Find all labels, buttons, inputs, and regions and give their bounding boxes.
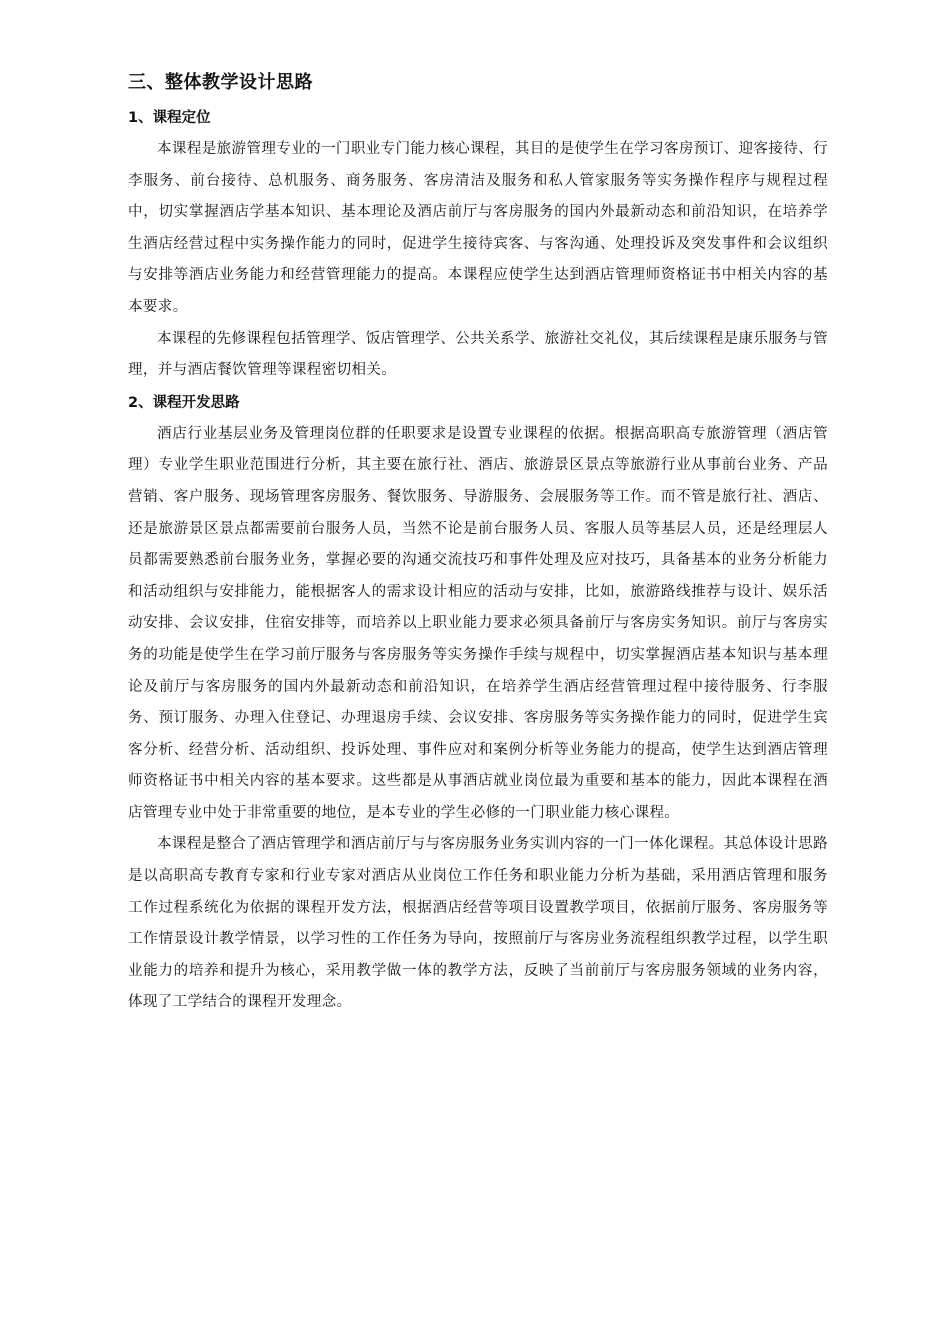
paragraph-course-positioning-1: 本课程是旅游管理专业的一门职业专门能力核心课程，其目的是使学生在学习客房预订、迎客接待、行李服务、前台接待、总机服务、商务服务、客房清洁及服务和私人管家服务等实务操作程序与规程过程中，切实掌握酒店学基本知识、基本理论及酒店前厅与客房服务的国内外最新动态和前沿知识，在培养学生酒店经营过程中实务操作能力的同时，促进学生接待宾客、与客沟通、处理投诉及突发事件和会议组织与安排等酒店业务能力和经营管理能力的提高。本课程应使学生达到酒店管理师资格证书中相关内容的基本要求。 — [128, 141, 828, 315]
paragraph-course-development-2: 本课程是整合了酒店管理学和酒店前厅与与客房服务业务实训内容的一门一体化课程。其总体设计思路是以高职高专教育专家和行业专家对酒店从业岗位工作任务和职业能力分析为基础，采用酒店管理和服务工作过程系统化为依据的课程开发方法，根据酒店经营等项目设置教学项目，依据前厅服务、客房服务等工作情景设计教学情景，以学习性的工作任务为导向，按照前厅与客房业务流程组织教学过程，以学生职业能力的培养和提升为核心，采用教学做一体的教学方法，反映了当前前厅与客房服务领域的业务内容，体现了工学结合的课程开发理念。 — [128, 836, 828, 1011]
subsection-heading-course-development: 2、课程开发思路 — [128, 394, 240, 411]
paragraph-course-development-1: 酒店行业基层业务及管理岗位群的任职要求是设置专业课程的依据。根据高职高专旅游管理（酒店管理）专业学生职业范围进行分析，其主要在旅行社、酒店、旅游景区景点等旅游行业从事前台业务、产品营销、客户服务、现场管理客房服务、餐饮服务、导游服务、会展服务等工作。而不管是旅行社、酒店、还是旅游景区景点都需要前台服务人员，当然不论是前台服务人员、客服人员等基层人员，还是经理层人员都需要熟悉前台服务业务，掌握必要的沟通交流技巧和事件处理及应对技巧，具备基本的业务分析能力和活动组织与安排能力，能根据客人的需求设计相应的活动与安排，比如，旅游路线推荐与设计、娱乐活动安排、会议安排，住宿安排等，而培养以上职业能力要求必须具备前厅与客房实务知识。前厅与客房实务的功能是使学生在学习前厅服务与客房服务等实务操作手续与规程中，切实掌握酒店基本知识与基本理论及前厅与客房服务的国内外最新动态和前沿知识，在培养学生酒店经营管理过程中接待服务、行李服务、预订服务、办理入住登记、办理退房手续、会议安排、客房服务等实务操作能力的同时，促进学生宾客分析、经营分析、活动组织、投诉处理、事件应对和案例分析等业务能力的提高，使学生达到酒店管理师资格证书中相关内容的基本要求。这些都是从事酒店就业岗位最为重要和基本的能力，因此本课程在酒店管理专业中处于非常重要的地位，是本专业的学生必修的一门职业能力核心课程。 — [128, 425, 828, 821]
document-page — [128, 64, 828, 1019]
paragraph-course-positioning-2: 本课程的先修课程包括管理学、饭店管理学、公共关系学、旅游社交礼仪，其后续课程是康乐服务与管理，并与酒店餐饮管理等课程密切相关。 — [128, 330, 828, 379]
subsection-heading-course-positioning: 1、课程定位 — [128, 110, 211, 126]
section-title: 三、整体教学设计思路 — [128, 72, 313, 93]
